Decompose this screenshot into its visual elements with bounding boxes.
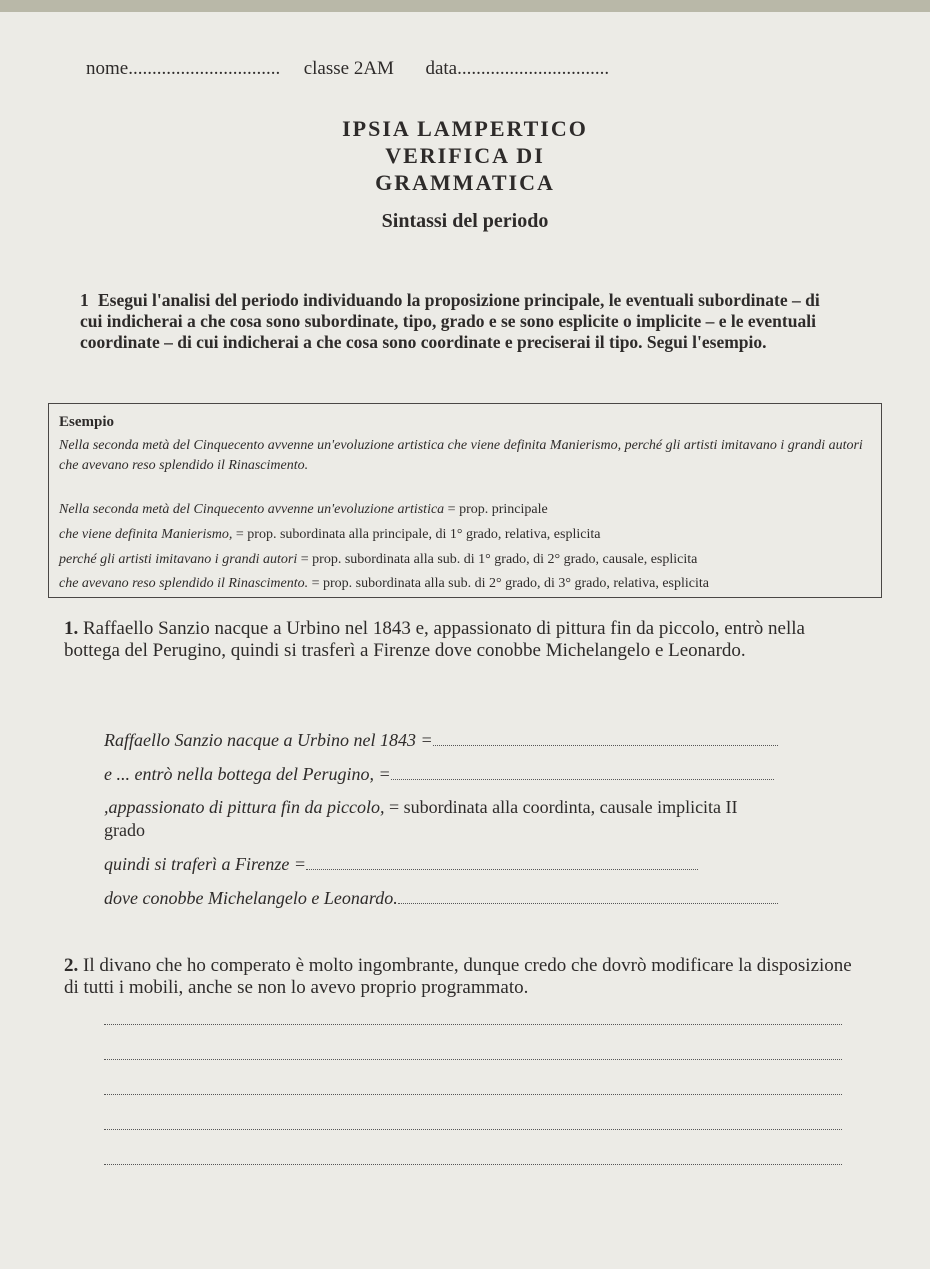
example-sentence: Nella seconda metà del Cinquecento avvenne un'evoluzione artistica che viene definita Manierismo, perché gli artisti imitavano i grandi autori che avevano reso splendido il Rinascimento.: [59, 438, 863, 473]
answer-line: [104, 888, 844, 909]
example-row: [59, 525, 600, 545]
answer-line: [104, 797, 844, 818]
answer-blank-line[interactable]: [104, 1024, 842, 1025]
school-title: IPSIA LAMPERTICO: [342, 116, 588, 141]
answer-line: [104, 730, 844, 751]
example-analysis: = prop. subordinata alla sub. di 2° grado, di 3° grado, relativa, esplicita: [311, 576, 709, 591]
example-row: [59, 550, 697, 570]
question-2: [64, 955, 854, 999]
answer-text: = subordinata alla coordinta, causale implicita II: [389, 797, 738, 817]
date-label: data: [425, 58, 458, 79]
name-label: nome: [86, 58, 129, 79]
question-1: [64, 618, 854, 662]
example-clause: che avevano reso splendido il Rinascimento.: [59, 576, 309, 591]
example-clause: Nella seconda metà del Cinquecento avvenne un'evoluzione artistica: [59, 502, 445, 517]
answer-field[interactable]: [391, 765, 774, 780]
instruction-number: 1: [80, 290, 89, 310]
name-field[interactable]: ................................: [128, 58, 281, 79]
class-label: classe 2AM: [303, 58, 394, 79]
date-field[interactable]: ................................: [457, 58, 610, 79]
exercise-instruction: [80, 290, 840, 353]
example-clause: perché gli artisti imitavano i grandi autori: [59, 552, 298, 567]
answer-blank-line[interactable]: [104, 1164, 842, 1165]
example-row: [59, 574, 709, 594]
answer-blank-line[interactable]: [104, 1129, 842, 1130]
clause-text: e ... entrò nella bottega del Perugino, =: [104, 764, 391, 784]
page-top-edge: [0, 0, 930, 12]
answer-field[interactable]: [433, 731, 778, 746]
subject-title: GRAMMATICA: [375, 170, 555, 195]
header-row: [86, 58, 846, 80]
example-analysis: = prop. subordinata alla sub. di 1° grado, di 2° grado, causale, esplicita: [300, 552, 698, 567]
question-2-number: 2.: [64, 955, 79, 976]
answer-line-continued: [104, 820, 844, 841]
answer-blank-line[interactable]: [104, 1094, 842, 1095]
page-subtitle: Sintassi del periodo: [381, 210, 549, 232]
answer-blank-line[interactable]: [104, 1059, 842, 1060]
answer-text: grado: [104, 820, 145, 840]
example-box: [48, 403, 882, 598]
example-analysis: = prop. principale: [447, 502, 548, 517]
clause-text: Raffaello Sanzio nacque a Urbino nel 1843 =: [104, 730, 433, 750]
example-clause: che viene definita Manierismo,: [59, 527, 233, 542]
test-title: VERIFICA DI: [385, 143, 545, 168]
answer-line: [104, 854, 844, 875]
question-1-number: 1.: [64, 618, 79, 639]
example-label: Esempio: [59, 414, 115, 430]
answer-field[interactable]: [306, 855, 698, 870]
clause-text: dove conobbe Michelangelo e Leonardo.: [104, 888, 398, 908]
example-row: [59, 500, 548, 520]
clause-text: quindi si traferì a Firenze =: [104, 854, 306, 874]
question-1-text: Raffaello Sanzio nacque a Urbino nel 1843 e, appassionato di pittura fin da piccolo, entrò nella bottega del Perugino, quindi si trasferì a Firenze dove conobbe Michelangelo e Leonardo.: [64, 618, 805, 661]
instruction-text: Esegui l'analisi del periodo individuando la proposizione principale, le eventuali subordinate – di cui indicherai a che cosa sono subordinate, tipo, grado e se sono esplicite o implicite – e le eventuali coordinate – di cui indicherai a che cosa sono coordinate e preciserai il tipo. Segui l'esempio.: [80, 290, 820, 352]
clause-text: ,appassionato di pittura fin da piccolo,: [104, 797, 385, 817]
answer-line: [104, 764, 844, 785]
answer-field[interactable]: [398, 889, 778, 904]
question-2-text: Il divano che ho comperato è molto ingombrante, dunque credo che dovrò modificare la disposizione di tutti i mobili, anche se non lo avevo proprio programmato.: [64, 955, 852, 998]
example-analysis: = prop. subordinata alla principale, di 1° grado, relativa, esplicita: [235, 527, 601, 542]
